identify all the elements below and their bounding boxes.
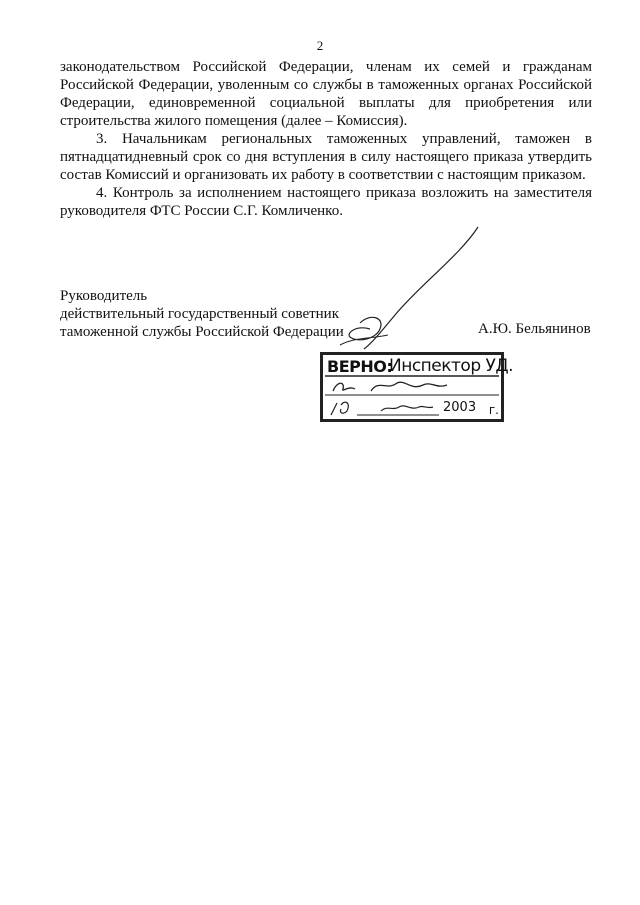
paragraph-item-3: 3. Начальникам региональных таможенных управлений, таможен в пятнадцатидневный срок со дня вступления в силу настоящего приказа утвердить состав Комиссий и организовать их работу в соответствии с настоящим приказом. bbox=[60, 131, 592, 183]
signer-name: А.Ю. Бельянинов bbox=[478, 321, 591, 337]
certification-stamp bbox=[320, 352, 514, 422]
paragraph-continuation: законодательством Российской Федерации, членам их семей и гражданам Российской Федерации, уволенным со службы в таможенных органах Российской Федерации, единовременной социальной выплаты для приобретения или строительства жилого помещения (далее – Комиссия). bbox=[60, 59, 592, 129]
stamp-role: Инспектор УД. bbox=[389, 356, 514, 376]
signer-title-line-1: Руководитель bbox=[60, 288, 148, 304]
page-number: 2 bbox=[316, 38, 324, 53]
handwritten-signature bbox=[300, 225, 500, 355]
stamp-year-suffix: г. bbox=[488, 403, 499, 417]
paragraph-item-4: 4. Контроль за исполнением настоящего приказа возложить на заместителя руководителя ФТС России С.Г. Комличенко. bbox=[60, 185, 592, 219]
document-body bbox=[60, 58, 592, 220]
stamp-title: ВЕРНО: bbox=[327, 357, 393, 376]
signer-title-line-2: действительный государственный советник bbox=[60, 306, 340, 322]
stamp-year: 2003 bbox=[443, 400, 477, 415]
signer-title-line-3: таможенной службы Российской Федерации bbox=[60, 324, 344, 340]
